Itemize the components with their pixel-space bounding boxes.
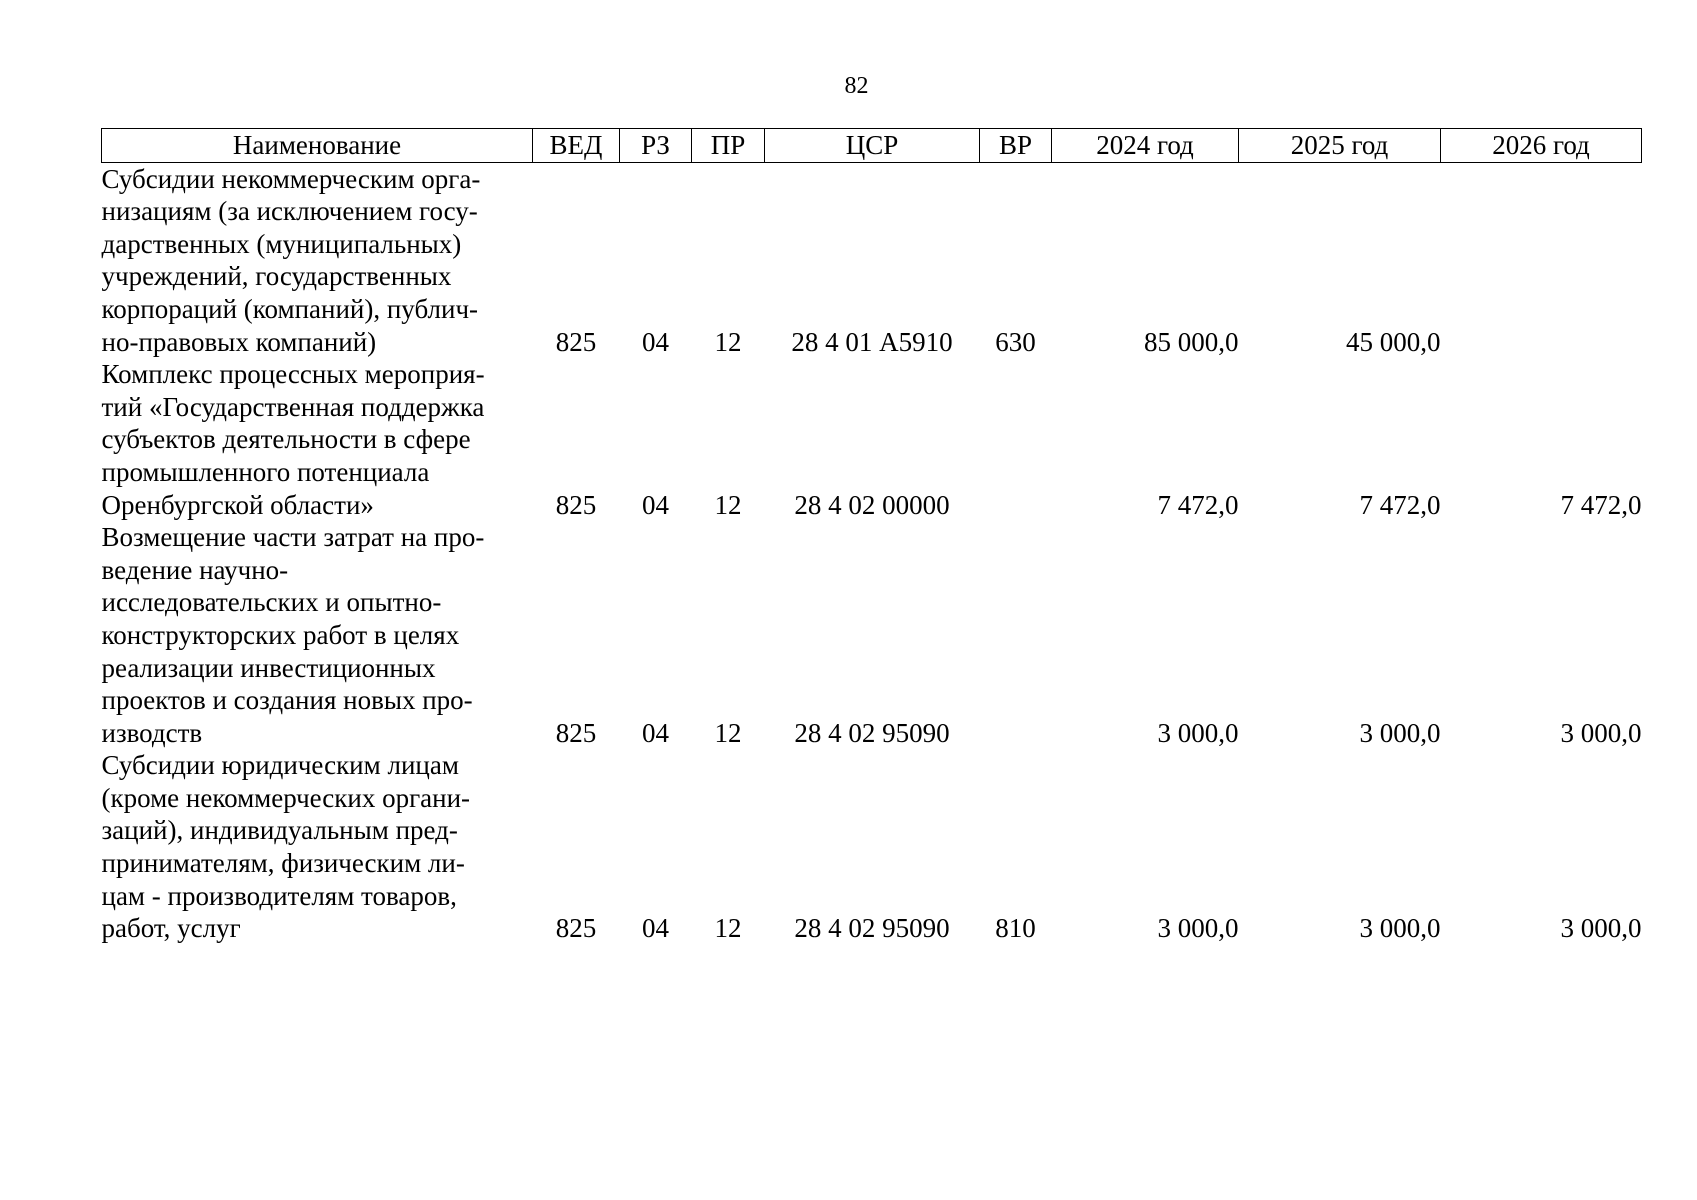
- cell-name: [102, 358, 533, 521]
- cell-2025: 7 472,0: [1359, 489, 1441, 520]
- cell-csr: 28 4 02 95090: [794, 913, 950, 944]
- name-line: промышленного потенциала: [101, 456, 430, 487]
- table-row: [102, 358, 1642, 521]
- cell-vr: [980, 358, 1052, 521]
- cell-ved: 825: [555, 913, 597, 944]
- name-line: конструкторских работ в целях: [101, 619, 460, 650]
- header-ved: ВЕД: [533, 129, 620, 163]
- header-csr: ЦСР: [765, 129, 980, 163]
- name-line: изводств: [101, 717, 203, 748]
- page-number: 82: [844, 73, 869, 99]
- table-row: [102, 521, 1642, 749]
- name-line: Субсидии некоммерческим орга-: [101, 163, 481, 194]
- cell-2024: 85 000,0: [1144, 326, 1239, 357]
- cell-name: [102, 749, 533, 945]
- cell-rz: 04: [642, 913, 669, 944]
- cell-csr: 28 4 02 00000: [794, 489, 950, 520]
- cell-name: [102, 162, 533, 358]
- header-row: [102, 129, 1642, 163]
- name-line: заций), индивидуальным пред-: [101, 815, 458, 846]
- name-line: Комплекс процессных мероприя-: [101, 359, 485, 390]
- header-2025: 2025 год: [1239, 129, 1441, 163]
- cell-ved: 825: [555, 489, 597, 520]
- name-line: корпораций (компаний), публич-: [101, 293, 479, 324]
- cell-csr: 28 4 01 А5910: [791, 326, 953, 357]
- name-line: низациям (за исключением госу-: [101, 196, 478, 227]
- cell-vr: 810: [995, 913, 1036, 944]
- cell-ved: 825: [555, 717, 597, 748]
- header-rz: РЗ: [620, 129, 692, 163]
- name-line: тий «Государственная поддержка: [101, 391, 485, 422]
- name-line: Оренбургской области»: [101, 489, 374, 520]
- name-line: исследовательских и опытно-: [101, 587, 442, 618]
- table-header: [102, 129, 1642, 163]
- cell-2024: 3 000,0: [1157, 717, 1239, 748]
- name-line: Субсидии юридическим лицам: [101, 750, 459, 781]
- cell-2025: 3 000,0: [1359, 717, 1441, 748]
- cell-2024: 3 000,0: [1157, 913, 1239, 944]
- cell-2025: 3 000,0: [1359, 913, 1441, 944]
- cell-2026: 7 472,0: [1560, 489, 1642, 520]
- name-line: но-правовых компаний): [101, 326, 377, 357]
- name-line: принимателям, физическим ли-: [101, 848, 465, 879]
- cell-2026: [1441, 162, 1642, 358]
- cell-csr: 28 4 02 95090: [794, 717, 950, 748]
- header-vr: ВР: [980, 129, 1052, 163]
- cell-rz: 04: [642, 717, 669, 748]
- name-line: Возмещение части затрат на про-: [101, 522, 485, 553]
- header-name: Наименование: [102, 129, 533, 163]
- table-row: [102, 162, 1642, 358]
- name-line: дарственных (муниципальных): [101, 228, 462, 259]
- cell-2025: 45 000,0: [1346, 326, 1441, 357]
- cell-ved: 825: [555, 326, 597, 357]
- name-line: работ, услуг: [101, 913, 241, 944]
- name-line: субъектов деятельности в сфере: [101, 424, 471, 455]
- name-line: реализации инвестиционных: [101, 652, 436, 683]
- cell-name: [102, 521, 533, 749]
- cell-pr: 12: [714, 913, 742, 944]
- name-line: ведение научно-: [101, 554, 289, 585]
- cell-pr: 12: [714, 326, 742, 357]
- cell-2026: 3 000,0: [1560, 913, 1642, 944]
- cell-pr: 12: [714, 717, 742, 748]
- cell-pr: 12: [714, 489, 742, 520]
- cell-vr: 630: [995, 326, 1036, 357]
- cell-vr: [980, 521, 1052, 749]
- name-line: цам - производителям товаров,: [101, 880, 457, 911]
- budget-table: [101, 128, 1642, 945]
- table-row: [102, 749, 1642, 945]
- header-2024: 2024 год: [1052, 129, 1239, 163]
- cell-rz: 04: [642, 326, 669, 357]
- name-line: (кроме некоммерческих органи-: [101, 782, 471, 813]
- table-body: [102, 162, 1642, 945]
- name-line: учреждений, государственных: [101, 261, 452, 292]
- cell-rz: 04: [642, 489, 669, 520]
- cell-2026: 3 000,0: [1560, 717, 1642, 748]
- cell-2024: 7 472,0: [1157, 489, 1239, 520]
- header-2026: 2026 год: [1441, 129, 1642, 163]
- name-line: проектов и создания новых про-: [101, 685, 473, 716]
- header-pr: ПР: [692, 129, 765, 163]
